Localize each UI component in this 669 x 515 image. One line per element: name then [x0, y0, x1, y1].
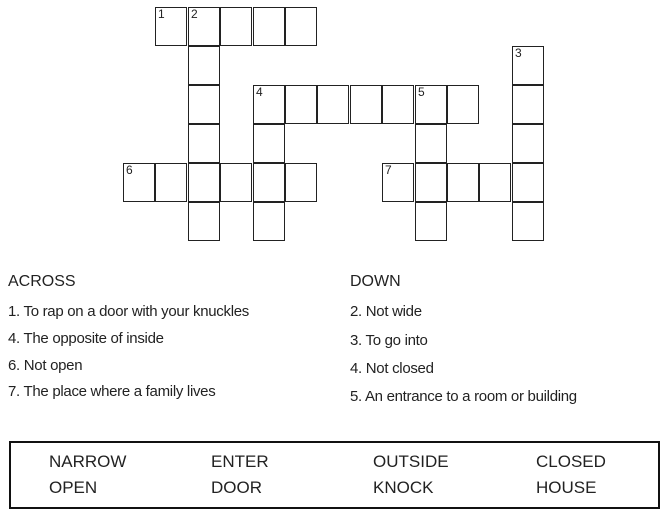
word-bank-item: KNOCK	[373, 478, 434, 497]
word-bank	[9, 441, 660, 509]
crossword-cell[interactable]	[512, 124, 544, 163]
word-bank-item: CLOSED	[536, 452, 606, 471]
crossword-cell[interactable]	[479, 163, 511, 202]
word-bank-item: OPEN	[49, 478, 98, 497]
crossword-cell[interactable]	[220, 7, 252, 46]
crossword-cell[interactable]	[155, 7, 187, 46]
crossword-cell[interactable]	[382, 85, 414, 124]
clue-number: 3	[515, 46, 522, 60]
crossword-cell[interactable]	[253, 124, 285, 163]
crossword-grid	[0, 0, 669, 250]
crossword-cell[interactable]	[285, 7, 317, 46]
crossword-cell[interactable]	[285, 163, 317, 202]
across-heading: ACROSS	[8, 273, 76, 290]
word-bank-item: OUTSIDE	[373, 452, 449, 471]
across-clue-6: 6. Not open	[8, 357, 83, 374]
crossword-cell[interactable]	[188, 7, 220, 46]
clue-number: 1	[158, 7, 165, 21]
crossword-cell[interactable]	[188, 46, 220, 85]
crossword-cell[interactable]	[415, 163, 447, 202]
across-clue-4: 4. The opposite of inside	[8, 330, 164, 347]
word-bank-item: ENTER	[211, 452, 269, 471]
crossword-cell[interactable]	[188, 85, 220, 124]
crossword-cell[interactable]	[123, 163, 155, 202]
crossword-cell[interactable]	[317, 85, 349, 124]
crossword-cell[interactable]	[415, 85, 447, 124]
crossword-cell[interactable]	[512, 163, 544, 202]
crossword-cell[interactable]	[350, 85, 382, 124]
down-clue-3: 3. To go into	[350, 332, 428, 349]
down-clue-2: 2. Not wide	[350, 303, 422, 320]
crossword-cell[interactable]	[253, 7, 285, 46]
down-clue-4: 4. Not closed	[350, 360, 434, 377]
crossword-cell[interactable]	[415, 202, 447, 241]
down-clue-5: 5. An entrance to a room or building	[350, 388, 577, 405]
crossword-cell[interactable]	[253, 202, 285, 241]
across-clue-7: 7. The place where a family lives	[8, 383, 216, 400]
clue-number: 4	[256, 85, 263, 99]
word-bank-item: DOOR	[211, 478, 262, 497]
crossword-cell[interactable]	[188, 124, 220, 163]
crossword-cell[interactable]	[188, 163, 220, 202]
down-heading: DOWN	[350, 273, 401, 290]
across-clue-1: 1. To rap on a door with your knuckles	[8, 303, 249, 320]
clue-number: 6	[126, 163, 133, 177]
crossword-cell[interactable]	[155, 163, 187, 202]
crossword-cell[interactable]	[253, 163, 285, 202]
crossword-cell[interactable]	[512, 202, 544, 241]
crossword-cell[interactable]	[415, 124, 447, 163]
crossword-cell[interactable]	[512, 46, 544, 85]
crossword-cell[interactable]	[447, 163, 479, 202]
crossword-cell[interactable]	[253, 85, 285, 124]
word-bank-item: HOUSE	[536, 478, 597, 497]
crossword-cell[interactable]	[285, 85, 317, 124]
crossword-cell[interactable]	[382, 163, 414, 202]
clue-number: 5	[418, 85, 425, 99]
word-bank-item: NARROW	[49, 452, 127, 471]
crossword-cell[interactable]	[188, 202, 220, 241]
crossword-cell[interactable]	[512, 85, 544, 124]
crossword-cell[interactable]	[447, 85, 479, 124]
clue-number: 2	[191, 7, 198, 21]
crossword-cell[interactable]	[220, 163, 252, 202]
clue-number: 7	[385, 163, 392, 177]
